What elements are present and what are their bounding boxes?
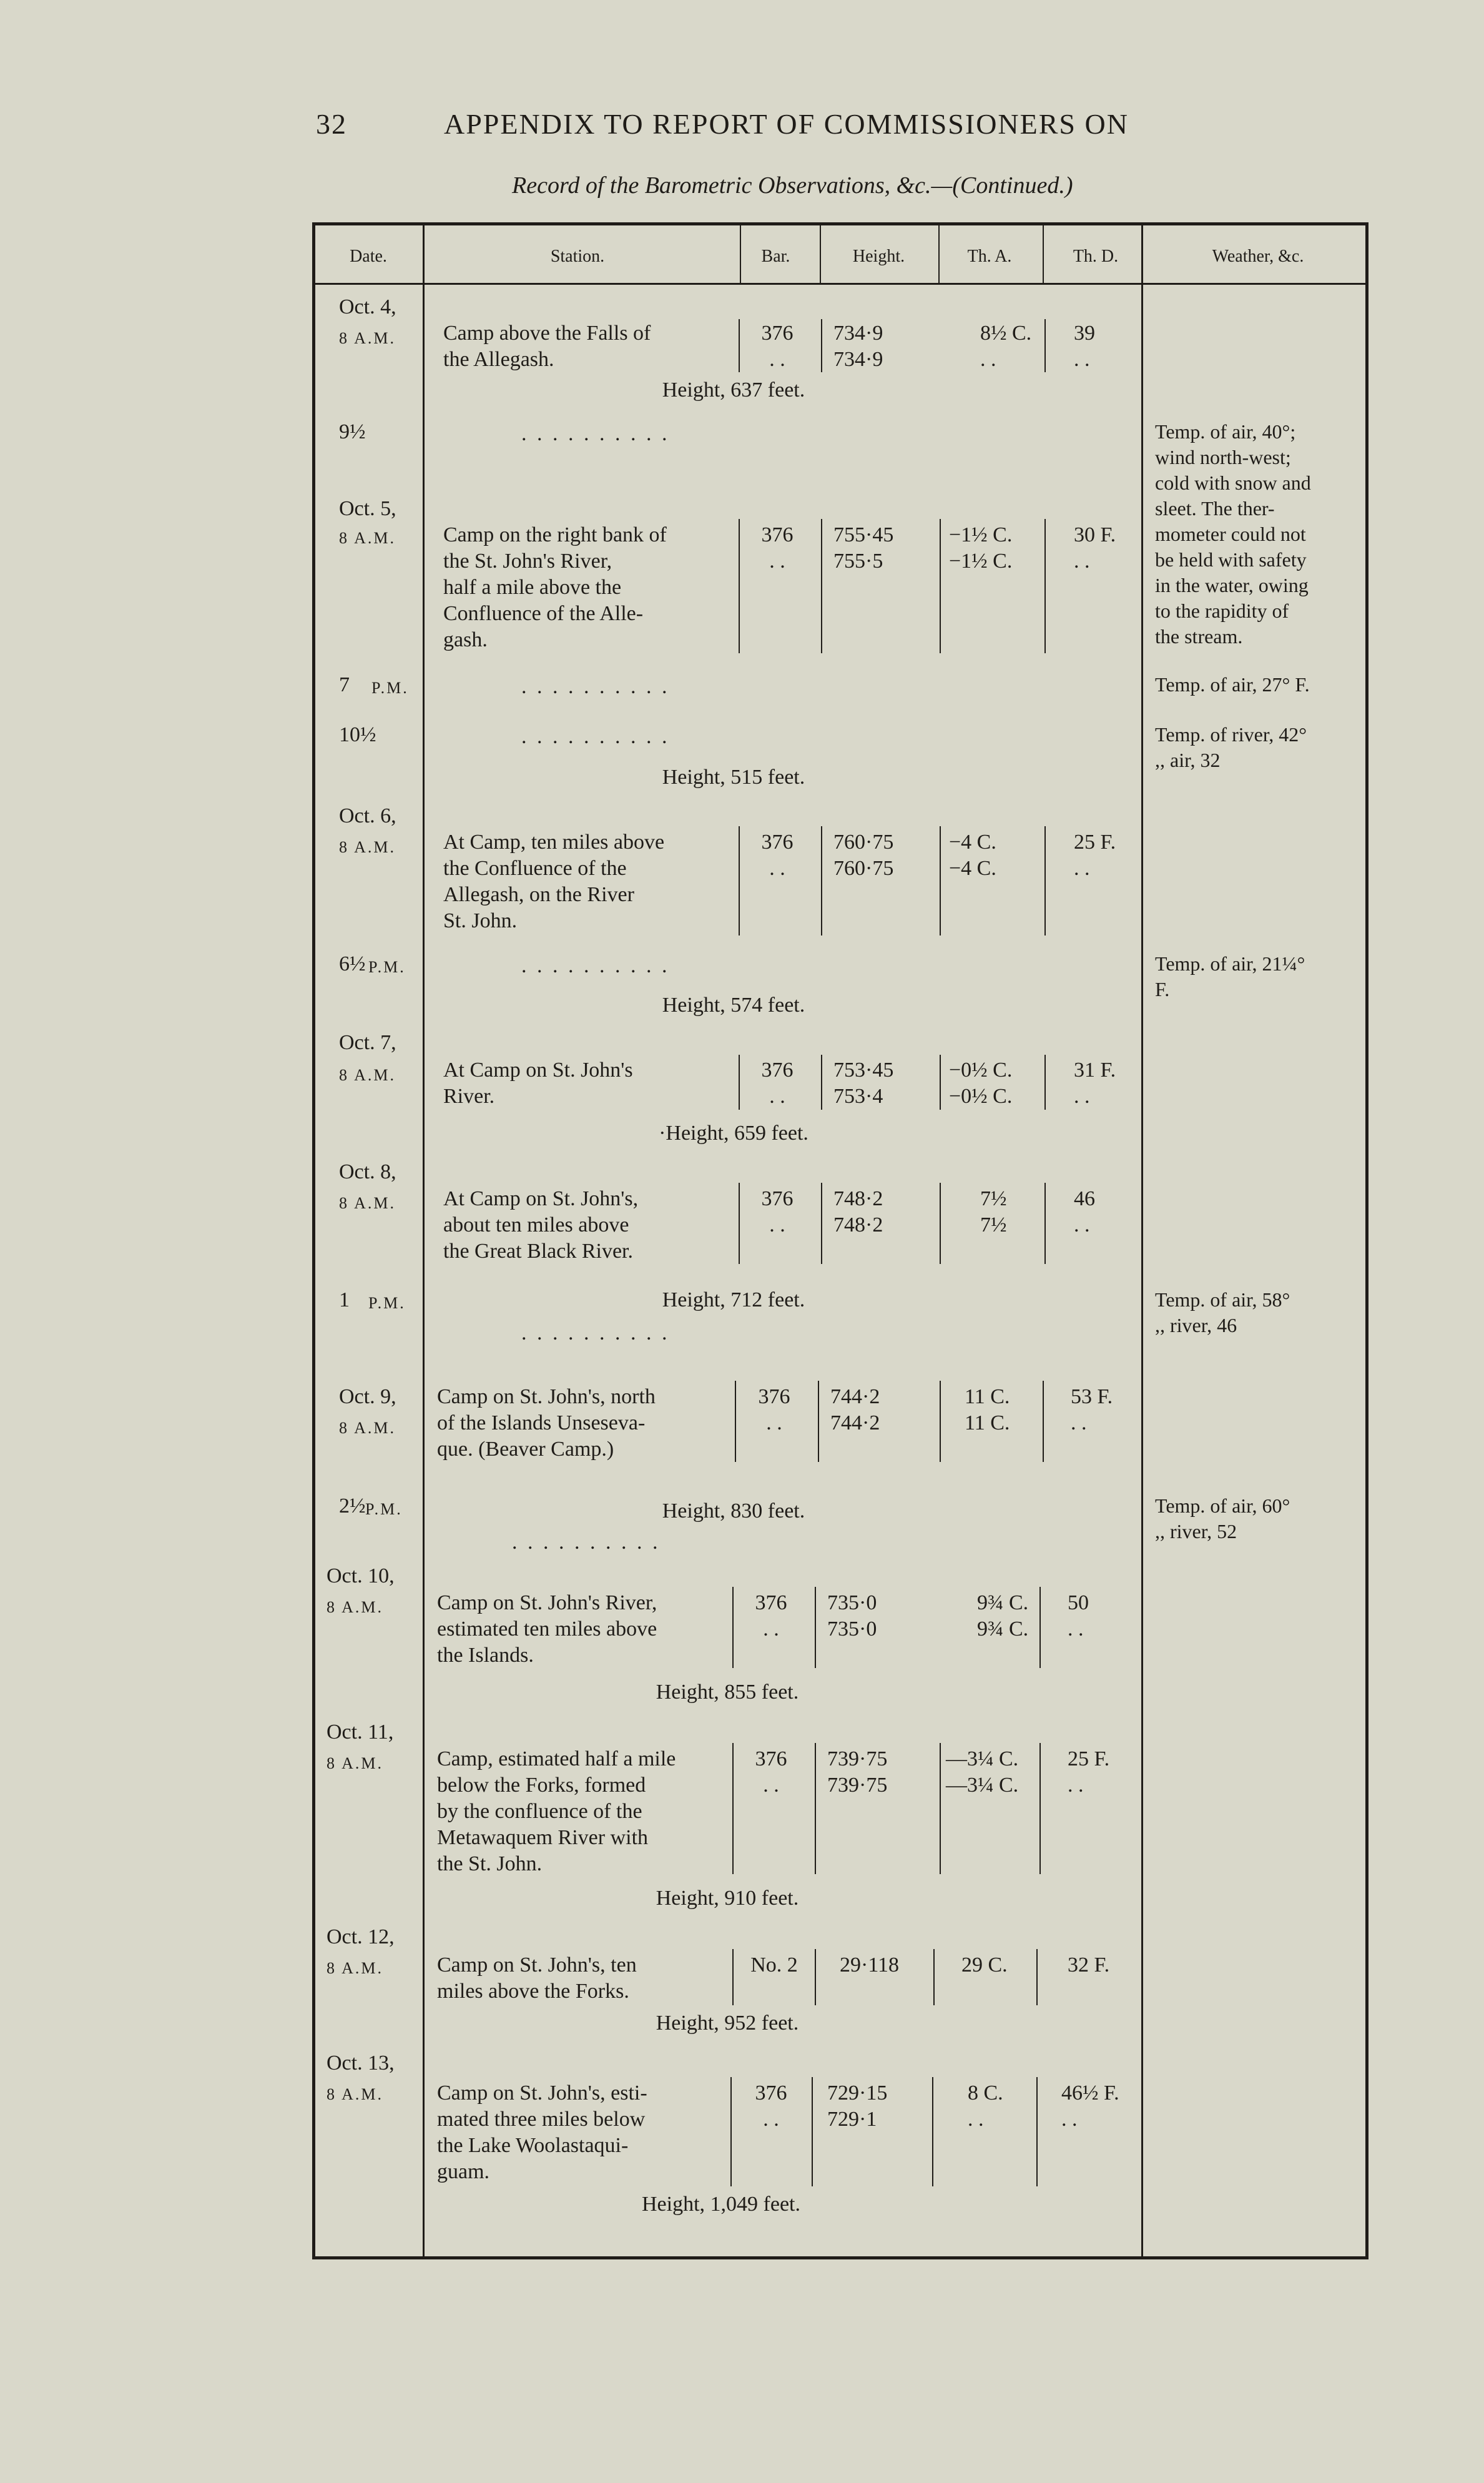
cell-rule <box>821 519 822 653</box>
date-cell: Oct. 4, <box>339 295 396 318</box>
bar-cell: 376 . . <box>761 831 794 880</box>
date-cell: Oct. 12, <box>327 1925 395 1948</box>
col-header-weather: Weather, &c. <box>1212 247 1304 266</box>
height-summary: Height, 1,049 feet. <box>642 2193 800 2216</box>
cell-rule <box>821 826 822 935</box>
date-cell: Oct. 6, <box>339 804 396 827</box>
cell-rule <box>940 1055 941 1110</box>
time-cell: 8 A.M. <box>327 1598 383 1616</box>
tha-cell: −0½ C. −0½ C. <box>949 1059 1013 1108</box>
station-cell: Camp on St. John's, north of the Islands Unseseva- que. (Beaver Camp.) <box>437 1385 656 1461</box>
height-cell: 753·45 753·4 <box>833 1059 894 1108</box>
cell-rule <box>812 2077 813 2186</box>
thd-cell: 30 F. . . <box>1074 523 1116 573</box>
height-cell: 735·0 735·0 <box>827 1591 877 1641</box>
cell-rule <box>818 1381 819 1462</box>
column-rule-bar <box>740 225 741 283</box>
date-cell: Oct. 8, <box>339 1160 396 1183</box>
cell-rule <box>1043 1381 1044 1462</box>
time-cell: 8 A.M. <box>339 1419 396 1437</box>
thd-cell: 25 F. . . <box>1068 1747 1110 1797</box>
cell-rule <box>1036 1949 1038 2005</box>
height-summary: Height, 515 feet. <box>662 766 805 789</box>
table-caption: Record of the Barometric Observations, &c.—(Continued.) <box>512 172 1073 199</box>
cell-rule <box>815 1587 816 1668</box>
thd-cell: 53 F. . . <box>1071 1385 1113 1434</box>
height-summary: Height, 910 feet. <box>656 1887 799 1910</box>
ditto-dots: . . . . . . . . . . <box>521 675 670 698</box>
ditto-dots: . . . . . . . . . . <box>521 954 670 977</box>
bar-cell: 376 . . <box>761 523 794 573</box>
col-header-height: Height. <box>852 247 905 266</box>
ditto-dots: . . . . . . . . . . <box>521 725 670 748</box>
tha-cell: −1½ C. −1½ C. <box>949 523 1013 573</box>
time-cell: P.M. <box>371 679 409 697</box>
tha-cell: 11 C. 11 C. <box>965 1385 1010 1434</box>
height-cell: 29·118 <box>840 1953 900 1977</box>
height-summary: Height, 855 feet. <box>656 1681 799 1704</box>
time-cell: 8 A.M. <box>339 1194 396 1212</box>
time-cell: 8 A.M. <box>339 1066 396 1084</box>
column-rule-height <box>820 225 821 283</box>
height-cell: 744·2 744·2 <box>830 1385 880 1434</box>
tha-cell: 8½ C. . . <box>980 322 1032 371</box>
ditto-dots: . . . . . . . . . . <box>512 1531 661 1554</box>
height-cell: 739·75 739·75 <box>827 1747 888 1797</box>
cell-rule <box>821 1055 822 1110</box>
page-header <box>316 107 1252 151</box>
weather-note: Temp. of river, 42° ,, air, 32 <box>1155 723 1307 771</box>
station-cell: At Camp, ten miles above the Confluence of the Allegash, on the River St. John. <box>443 831 665 932</box>
thd-cell: 32 F. <box>1068 1953 1110 1977</box>
bar-cell: 376 . . <box>761 322 794 371</box>
weather-note: Temp. of air, 27° F. <box>1155 673 1310 696</box>
height-summary: Height, 830 feet. <box>662 1499 805 1523</box>
time-cell: 8 A.M. <box>327 1959 383 1977</box>
bar-cell: No. 2 <box>750 1953 798 1977</box>
cell-rule <box>940 826 941 935</box>
station-cell: Camp on the right bank of the St. John's River, half a mile above the Confluence of the Alle- gash. <box>443 523 667 651</box>
time-cell: 8 A.M. <box>339 529 396 547</box>
height-cell: 734·9 734·9 <box>833 322 883 371</box>
cell-rule <box>732 1743 734 1874</box>
thd-cell: 50 . . <box>1068 1591 1089 1641</box>
running-title: APPENDIX TO REPORT OF COMMISSIONERS ON <box>444 108 1129 140</box>
column-rule-thd <box>1043 225 1044 283</box>
time-cell: P.M. <box>368 1294 406 1312</box>
header-rule <box>315 283 1368 285</box>
observations-table <box>312 222 1369 2259</box>
column-rule-tha <box>938 225 940 283</box>
station-cell: Camp on St. John's, ten miles above the Forks. <box>437 1953 637 2003</box>
bar-cell: 376 . . <box>761 1187 794 1237</box>
station-cell: At Camp on St. John's, about ten miles above the Great Black River. <box>443 1187 639 1263</box>
time-cell: P.M. <box>368 958 406 976</box>
bar-cell: 376 . . <box>755 1747 787 1797</box>
col-header-th-d: Th. D. <box>1073 247 1119 266</box>
thd-cell: 39 . . <box>1074 322 1095 371</box>
weather-note: Temp. of air, 21¼° F. <box>1155 952 1305 1000</box>
time-cell: 8 A.M. <box>339 329 396 347</box>
bar-cell: 376 . . <box>755 1591 787 1641</box>
cell-rule <box>739 1183 740 1264</box>
station-cell: Camp above the Falls of the Allegash. <box>443 322 651 371</box>
tha-cell: 7½ 7½ <box>980 1187 1007 1237</box>
weather-note: Temp. of air, 60° ,, river, 52 <box>1155 1494 1290 1543</box>
col-header-date: Date. <box>350 247 387 266</box>
thd-cell: 31 F. . . <box>1074 1059 1116 1108</box>
height-cell: 760·75 760·75 <box>833 831 894 880</box>
bar-cell: 376 . . <box>758 1385 790 1434</box>
cell-rule <box>1044 1055 1046 1110</box>
cell-rule <box>1044 826 1046 935</box>
cell-rule <box>815 1743 816 1874</box>
cell-rule <box>739 1055 740 1110</box>
col-header-th-a: Th. A. <box>967 247 1012 266</box>
col-header-bar: Bar. <box>761 247 790 266</box>
cell-rule <box>1044 1183 1046 1264</box>
bar-cell: 376 . . <box>761 1059 794 1108</box>
cell-rule <box>739 319 740 372</box>
date-cell: Oct. 13, <box>327 2051 395 2075</box>
column-rule-weather <box>1141 225 1143 2259</box>
cell-rule <box>730 2077 732 2186</box>
height-cell: 748·2 748·2 <box>833 1187 883 1237</box>
cell-rule <box>1044 319 1046 372</box>
col-header-station: Station. <box>550 247 605 266</box>
cell-rule <box>1044 519 1046 653</box>
thd-cell: 46 . . <box>1074 1187 1095 1237</box>
height-cell: 755·45 755·5 <box>833 523 894 573</box>
time-cell: 8 A.M. <box>339 838 396 856</box>
cell-rule <box>821 319 822 372</box>
cell-rule <box>739 826 740 935</box>
date-cell: 2½ <box>339 1494 366 1518</box>
cell-rule <box>739 519 740 653</box>
cell-rule <box>940 1183 941 1264</box>
date-cell: 10½ <box>339 723 376 746</box>
tha-cell: 29 C. <box>961 1953 1008 1977</box>
station-cell: At Camp on St. John's River. <box>443 1059 633 1108</box>
date-cell: Oct. 5, <box>339 497 396 520</box>
cell-rule <box>821 1183 822 1264</box>
cell-rule <box>940 519 941 653</box>
cell-rule <box>940 1743 941 1874</box>
cell-rule <box>1039 1743 1041 1874</box>
cell-rule <box>732 1949 734 2005</box>
time-cell: 8 A.M. <box>327 2085 383 2103</box>
cell-rule <box>1039 1587 1041 1668</box>
height-summary: ·Height, 659 feet. <box>659 1122 808 1145</box>
time-cell: P.M. <box>365 1500 403 1518</box>
cell-rule <box>1036 2077 1038 2186</box>
tha-cell: 9¾ C. 9¾ C. <box>977 1591 1029 1641</box>
thd-cell: 46½ F. . . <box>1061 2081 1119 2131</box>
ditto-dots: . . . . . . . . . . <box>521 422 670 445</box>
date-cell: 6½ <box>339 952 366 975</box>
time-cell: 8 A.M. <box>327 1754 383 1772</box>
weather-note: Temp. of air, 58° ,, river, 46 <box>1155 1288 1290 1336</box>
tha-cell: −4 C. −4 C. <box>949 831 996 880</box>
height-summary: Height, 574 feet. <box>662 994 805 1017</box>
station-cell: Camp, estimated half a mile below the Forks, formed by the confluence of the Metawaquem River with the St. John. <box>437 1747 676 1875</box>
height-summary: Height, 712 feet. <box>662 1288 805 1311</box>
cell-rule <box>932 2077 933 2186</box>
page-number: 32 <box>316 108 347 140</box>
date-cell: Oct. 7, <box>339 1031 396 1054</box>
height-cell: 729·15 729·1 <box>827 2081 888 2131</box>
cell-rule <box>940 1381 941 1462</box>
cell-rule <box>735 1381 736 1462</box>
date-cell: Oct. 10, <box>327 1564 395 1587</box>
station-cell: Camp on St. John's, esti- mated three miles below the Lake Woolastaqui- guam. <box>437 2081 647 2183</box>
height-summary: Height, 952 feet. <box>656 2012 799 2035</box>
thd-cell: 25 F. . . <box>1074 831 1116 880</box>
column-rule-date <box>423 225 425 2259</box>
date-cell: 9½ <box>339 420 366 443</box>
date-cell: 1 <box>339 1288 350 1311</box>
date-cell: Oct. 11, <box>327 1720 394 1744</box>
bar-cell: 376 . . <box>755 2081 787 2131</box>
date-cell: Oct. 9, <box>339 1385 396 1408</box>
ditto-dots: . . . . . . . . . . <box>521 1321 670 1345</box>
cell-rule <box>933 1949 935 2005</box>
cell-rule <box>732 1587 734 1668</box>
tha-cell: 8 C. . . <box>968 2081 1003 2131</box>
weather-note: Temp. of air, 40°; wind north-west; cold with snow and sleet. The ther- mometer could not be held with safety in the water, owing to the rapidity of the stream. <box>1155 420 1311 648</box>
height-summary: Height, 637 feet. <box>662 378 805 402</box>
tha-cell: —3¼ C. —3¼ C. <box>946 1747 1019 1797</box>
date-cell: 7 <box>339 673 350 696</box>
cell-rule <box>815 1949 816 2005</box>
station-cell: Camp on St. John's River, estimated ten miles above the Islands. <box>437 1591 657 1667</box>
